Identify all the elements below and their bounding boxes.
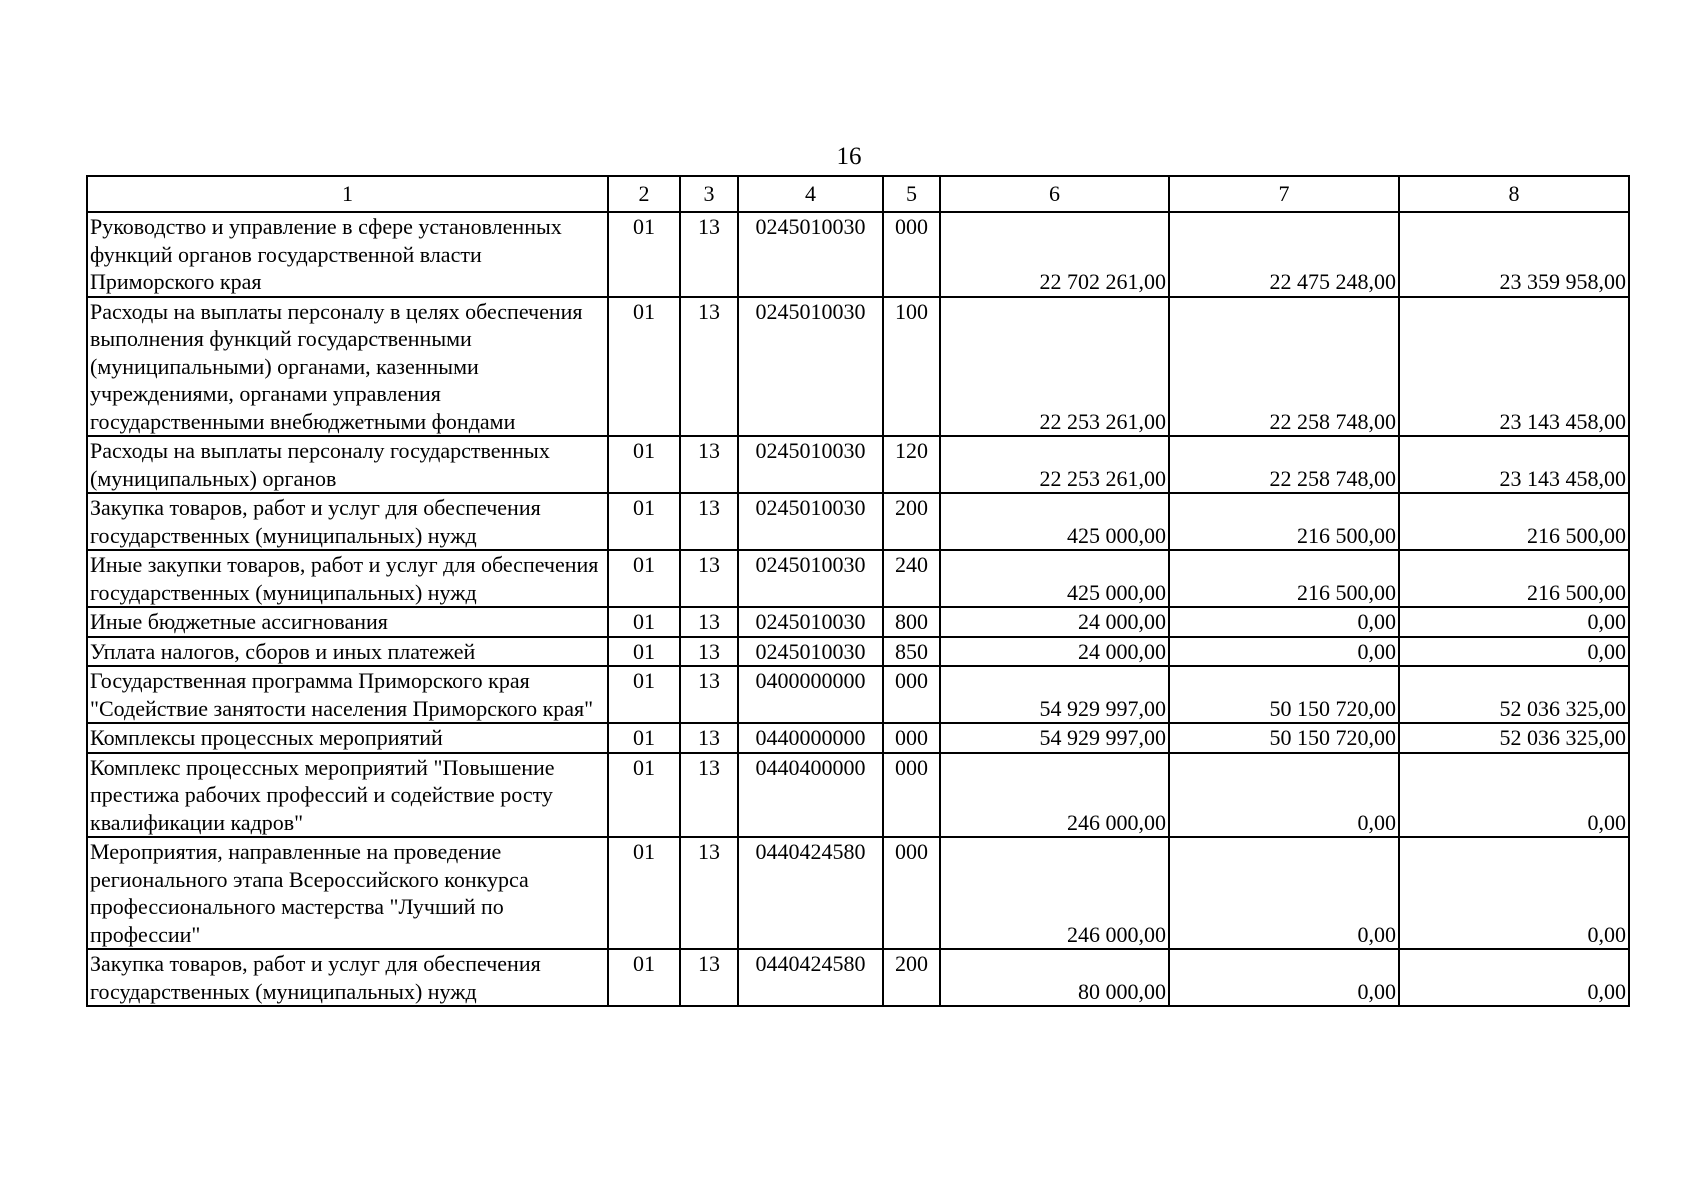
row-amount-col7: 216 500,00 (1169, 550, 1399, 607)
row-subsection-code: 13 (680, 837, 738, 949)
row-amount-col6: 425 000,00 (940, 550, 1169, 607)
row-amount-col6: 24 000,00 (940, 607, 1169, 637)
row-amount-col6: 246 000,00 (940, 837, 1169, 949)
row-expense-type-code: 100 (883, 297, 940, 437)
row-amount-col7: 50 150 720,00 (1169, 666, 1399, 723)
row-amount-col6: 22 702 261,00 (940, 212, 1169, 297)
row-amount-col7: 22 258 748,00 (1169, 436, 1399, 493)
table-row (87, 212, 1629, 297)
row-subsection-code: 13 (680, 493, 738, 550)
row-amount-col6: 246 000,00 (940, 753, 1169, 838)
table-row (87, 949, 1629, 1006)
row-subsection-code: 13 (680, 436, 738, 493)
row-amount-col7: 0,00 (1169, 637, 1399, 667)
row-amount-col6: 54 929 997,00 (940, 666, 1169, 723)
row-amount-col8: 0,00 (1399, 753, 1629, 838)
row-target-item-code: 0245010030 (738, 637, 883, 667)
row-name: Мероприятия, направленные на проведение регионального этапа Всероссийского конкурса профессионального мастерства "Лучший по профессии" (87, 837, 608, 949)
row-expense-type-code: 240 (883, 550, 940, 607)
row-name: Руководство и управление в сфере установленных функций органов государственной власти Приморского края (87, 212, 608, 297)
row-name: Комплекс процессных мероприятий "Повышение престижа рабочих профессий и содействие росту квалификации кадров" (87, 753, 608, 838)
row-target-item-code: 0440424580 (738, 949, 883, 1006)
row-name: Расходы на выплаты персоналу государственных (муниципальных) органов (87, 436, 608, 493)
row-amount-col7: 22 258 748,00 (1169, 297, 1399, 437)
budget-table (86, 175, 1630, 1007)
row-amount-col7: 0,00 (1169, 753, 1399, 838)
row-section-code: 01 (608, 723, 680, 753)
row-amount-col8: 216 500,00 (1399, 493, 1629, 550)
header-cell-6: 6 (940, 176, 1169, 212)
row-amount-col6: 425 000,00 (940, 493, 1169, 550)
row-amount-col8: 0,00 (1399, 837, 1629, 949)
row-amount-col8: 23 143 458,00 (1399, 436, 1629, 493)
row-target-item-code: 0245010030 (738, 297, 883, 437)
table-row (87, 493, 1629, 550)
row-amount-col8: 52 036 325,00 (1399, 723, 1629, 753)
row-subsection-code: 13 (680, 212, 738, 297)
row-subsection-code: 13 (680, 637, 738, 667)
row-section-code: 01 (608, 607, 680, 637)
row-amount-col6: 54 929 997,00 (940, 723, 1169, 753)
row-name: Комплексы процессных мероприятий (87, 723, 608, 753)
row-name: Иные бюджетные ассигнования (87, 607, 608, 637)
row-expense-type-code: 120 (883, 436, 940, 493)
row-expense-type-code: 850 (883, 637, 940, 667)
row-target-item-code: 0440424580 (738, 837, 883, 949)
row-subsection-code: 13 (680, 550, 738, 607)
table-row (87, 550, 1629, 607)
row-section-code: 01 (608, 837, 680, 949)
table-row (87, 297, 1629, 437)
row-section-code: 01 (608, 949, 680, 1006)
row-subsection-code: 13 (680, 666, 738, 723)
table-row (87, 637, 1629, 667)
row-expense-type-code: 200 (883, 493, 940, 550)
row-amount-col8: 0,00 (1399, 637, 1629, 667)
row-section-code: 01 (608, 493, 680, 550)
row-section-code: 01 (608, 550, 680, 607)
row-target-item-code: 0440000000 (738, 723, 883, 753)
table-row (87, 436, 1629, 493)
row-section-code: 01 (608, 753, 680, 838)
row-expense-type-code: 200 (883, 949, 940, 1006)
row-amount-col8: 23 143 458,00 (1399, 297, 1629, 437)
row-expense-type-code: 000 (883, 723, 940, 753)
row-expense-type-code: 000 (883, 753, 940, 838)
row-target-item-code: 0245010030 (738, 550, 883, 607)
row-amount-col6: 22 253 261,00 (940, 436, 1169, 493)
row-amount-col8: 0,00 (1399, 949, 1629, 1006)
row-target-item-code: 0245010030 (738, 607, 883, 637)
row-subsection-code: 13 (680, 607, 738, 637)
row-subsection-code: 13 (680, 723, 738, 753)
row-amount-col8: 0,00 (1399, 607, 1629, 637)
row-amount-col8: 23 359 958,00 (1399, 212, 1629, 297)
header-cell-1: 1 (87, 176, 608, 212)
row-target-item-code: 0440400000 (738, 753, 883, 838)
row-name: Государственная программа Приморского края "Содействие занятости населения Приморского края" (87, 666, 608, 723)
table-row (87, 837, 1629, 949)
row-name: Расходы на выплаты персоналу в целях обеспечения выполнения функций государственными (муниципальными) органами, казенными учреждениями, органами управления государственными внебюджетными фондами (87, 297, 608, 437)
table-row (87, 666, 1629, 723)
table-row (87, 753, 1629, 838)
header-cell-5: 5 (883, 176, 940, 212)
header-cell-3: 3 (680, 176, 738, 212)
row-target-item-code: 0245010030 (738, 212, 883, 297)
row-amount-col7: 22 475 248,00 (1169, 212, 1399, 297)
table-row (87, 723, 1629, 753)
row-name: Уплата налогов, сборов и иных платежей (87, 637, 608, 667)
header-row (87, 176, 1629, 212)
row-expense-type-code: 800 (883, 607, 940, 637)
row-target-item-code: 0245010030 (738, 493, 883, 550)
row-name: Иные закупки товаров, работ и услуг для обеспечения государственных (муниципальных) нужд (87, 550, 608, 607)
row-section-code: 01 (608, 212, 680, 297)
page-number: 16 (836, 143, 862, 170)
row-amount-col7: 0,00 (1169, 837, 1399, 949)
header-cell-2: 2 (608, 176, 680, 212)
row-section-code: 01 (608, 666, 680, 723)
row-subsection-code: 13 (680, 297, 738, 437)
row-target-item-code: 0245010030 (738, 436, 883, 493)
row-expense-type-code: 000 (883, 212, 940, 297)
row-amount-col8: 52 036 325,00 (1399, 666, 1629, 723)
row-name: Закупка товаров, работ и услуг для обеспечения государственных (муниципальных) нужд (87, 493, 608, 550)
table-row (87, 607, 1629, 637)
header-cell-7: 7 (1169, 176, 1399, 212)
row-amount-col7: 216 500,00 (1169, 493, 1399, 550)
row-amount-col6: 24 000,00 (940, 637, 1169, 667)
row-section-code: 01 (608, 436, 680, 493)
header-cell-4: 4 (738, 176, 883, 212)
row-section-code: 01 (608, 297, 680, 437)
row-subsection-code: 13 (680, 753, 738, 838)
row-amount-col7: 50 150 720,00 (1169, 723, 1399, 753)
row-amount-col7: 0,00 (1169, 949, 1399, 1006)
row-amount-col6: 22 253 261,00 (940, 297, 1169, 437)
row-expense-type-code: 000 (883, 837, 940, 949)
header-cell-8: 8 (1399, 176, 1629, 212)
row-target-item-code: 0400000000 (738, 666, 883, 723)
row-subsection-code: 13 (680, 949, 738, 1006)
row-amount-col8: 216 500,00 (1399, 550, 1629, 607)
row-section-code: 01 (608, 637, 680, 667)
row-amount-col7: 0,00 (1169, 607, 1399, 637)
row-expense-type-code: 000 (883, 666, 940, 723)
row-amount-col6: 80 000,00 (940, 949, 1169, 1006)
row-name: Закупка товаров, работ и услуг для обеспечения государственных (муниципальных) нужд (87, 949, 608, 1006)
